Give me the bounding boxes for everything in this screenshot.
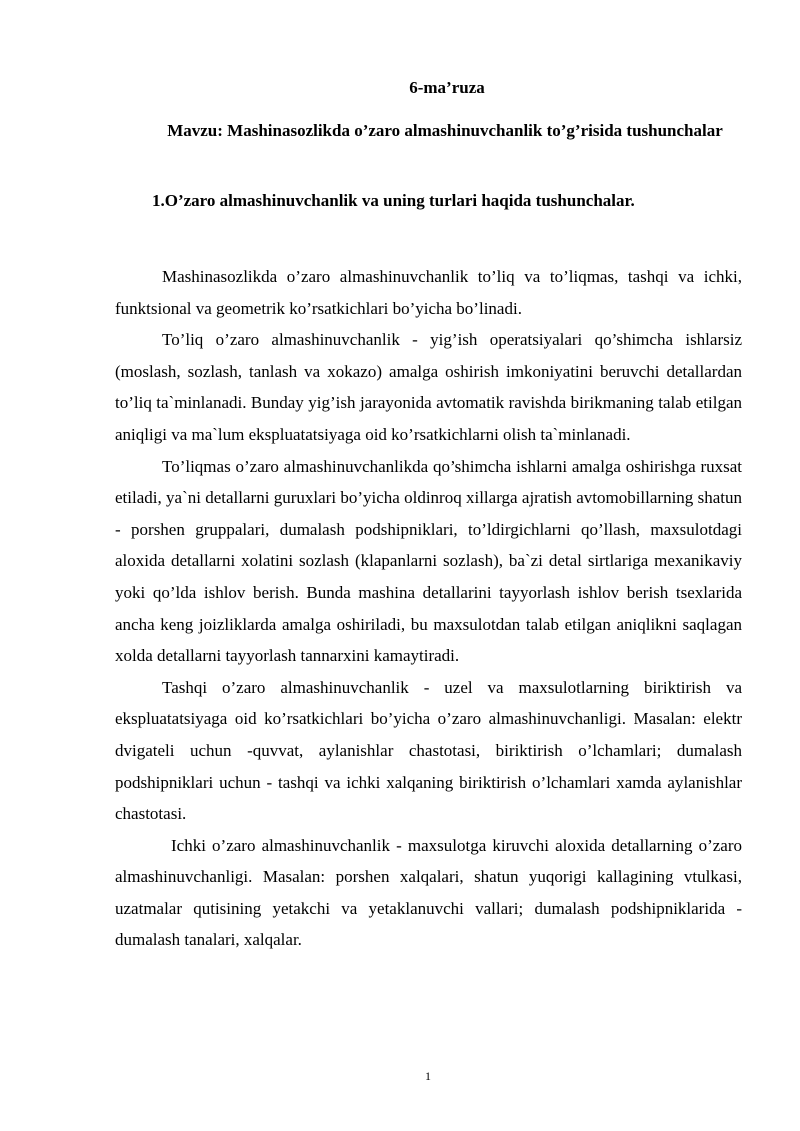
- body-text: [115, 261, 742, 956]
- section-heading: 1.O’zaro almashinuvchanlik va uning turlari haqida tushunchalar.: [152, 191, 635, 210]
- paragraph: Tashqi o’zaro almashinuvchanlik - uzel va maxsulotlarning biriktirish va ekspluatatsiyaga oid ko’rsatkichlari bo’yicha o’zaro almashinuvchanligi. Masalan: elektr dvigateli uchun -quvvat, aylanishlar chastotasi, biriktirish o’lchamlari; dumalash podshipniklari uchun - tashqi va ichki xalqaning biriktirish o’lchamlari xamda aylanishlar chastotasi.: [115, 677, 742, 824]
- topic-title: Mavzu: Mashinasozlikda o’zaro almashinuvchanlik to’g’risida tushunchalar: [167, 121, 723, 140]
- paragraph: To’liqmas o’zaro almashinuvchanlikda qo’shimcha ishlarni amalga oshirishga ruxsat etiladi, ya`ni detallarni guruxlari bo’yicha oldinroq xillarga ajratish avtomobillarning shatun - porshen gruppalari, dumalash podshipniklari, to’ldirgichlarni qo’llash, maxsulotdagi aloxida detallarni xolatini sozlash (klapanlarni sozlash), ba`zi detal sirtlariga mexanikaviy yoki qo’lda ishlov berish. Bunda mashina detallarini tayyorlash ishlov berish tsexlarida ancha keng joizliklarda amalga oshiriladi, bu maxsulotdan talab etilgan aniqlikni saqlagan xolda detallarni tayyorlash tannarxini kamaytiradi.: [115, 456, 742, 666]
- paragraph: Mashinasozlikda o’zaro almashinuvchanlik to’liq va to’liqmas, tashqi va ichki, funktsional va geometrik ko’rsatkichlari bo’yicha bo’linadi.: [115, 267, 742, 318]
- page-number: 1: [425, 1069, 431, 1083]
- paragraph: To’liq o’zaro almashinuvchanlik - yig’ish operatsiyalari qo’shimcha ishlarsiz (moslash, sozlash, tanlash va xokazo) amalga oshirish imkoniyatini beruvchi detallardan to’liq ta`minlanadi. Bunday yig’ish jarayonida avtomatik ravishda birikmaning talab etilgan aniqligi va ma`lum ekspluatatsiyaga oid ko’rsatkichlarni olish ta`minlanadi.: [115, 330, 742, 444]
- lecture-number: 6-ma’ruza: [409, 78, 485, 97]
- paragraph: Ichki o’zaro almashinuvchanlik - maxsulotga kiruvchi aloxida detallarning o’zaro almashinuvchanligi. Masalan: porshen xalqalari, shatun yuqorigi kallagining vtulkasi, uzatmalar qutisining yetakchi va yetaklanuvchi vallari; dumalash podshipniklarida - dumalash tanalari, xalqalar.: [115, 835, 742, 950]
